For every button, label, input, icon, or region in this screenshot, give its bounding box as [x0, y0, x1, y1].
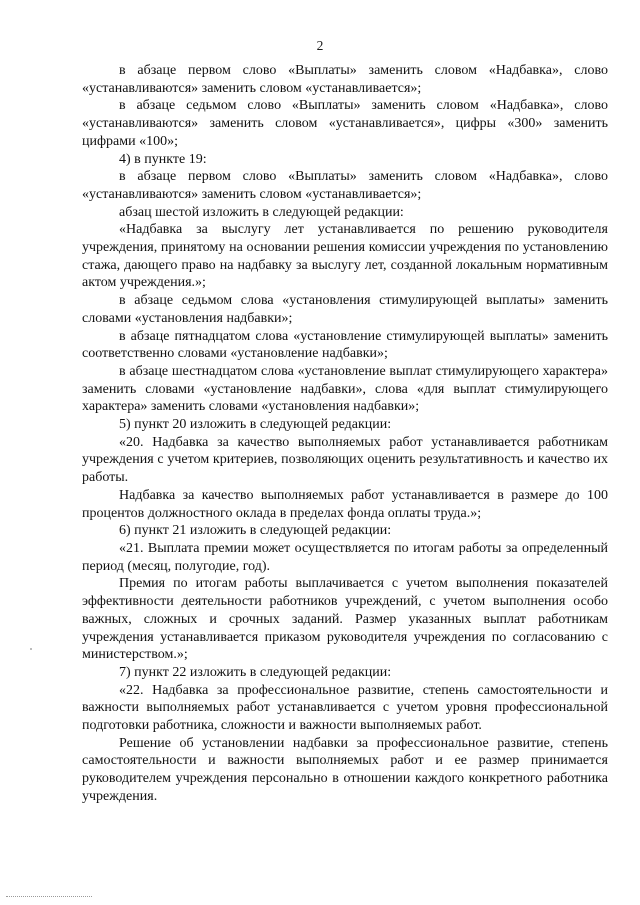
paragraph: 7) пункт 22 изложить в следующей редакции: [119, 664, 392, 680]
paragraph: «Надбавка за выслугу лет устанавливается по решению руководителя учреждения, принятому на основании решения комиссии учреждения по установлению стажа, дающего право на надбавку за выслугу лет, созданной локальным нормативным актом учреждения.»; [82, 222, 608, 291]
paragraph: Премия по итогам работы выплачивается с учетом выполнения показателей эффективности деятельности работников учреждений, с учетом выполнения особо важных, сложных и срочных заданий. Размер указанных выплат работникам учреждения устанавливается приказом руководителя учреждения по согласованию с министерством.»; [82, 576, 608, 663]
paragraph: в абзаце седьмом слова «установления стимулирующей выплаты» заменить словами «установления надбавки»; [82, 293, 608, 326]
paragraph: Надбавка за качество выполняемых работ устанавливается в размере до 100 процентов должностного оклада в пределах фонда оплаты труда.»; [82, 487, 608, 521]
paragraph: в абзаце первом слово «Выплаты» заменить словом «Надбавка», слово «устанавливаются» заменить словом «устанавливается»; [82, 63, 608, 96]
paragraph: 5) пункт 20 изложить в следующей редакции: [119, 417, 392, 433]
paragraph: 6) пункт 21 изложить в следующей редакции: [119, 523, 392, 539]
paragraph: в абзаце седьмом слово «Выплаты» заменить словом «Надбавка», слово «устанавливаются» заменить словом «устанавливается», цифры «300» заменить цифрами «100»; [82, 98, 608, 149]
paragraph: в абзаце пятнадцатом слова «установление стимулирующей выплаты» заменить соответственно словами «установление надбавки»; [82, 328, 608, 362]
paragraph: в абзаце первом слово «Выплаты» заменить словом «Надбавка», слово «устанавливаются» заменить словом «устанавливается»; [82, 169, 608, 202]
paragraph: «21. Выплата премии может осуществляется по итогам работы за определенный период (месяц, полугодие, год). [82, 540, 608, 574]
paragraph: «20. Надбавка за качество выполняемых работ устанавливается работникам учреждения с учетом критериев, позволяющих оценить результативность и качество их работы. [82, 434, 608, 486]
paragraph: «22. Надбавка за профессиональное развитие, степень самостоятельности и важности выполняемых работ устанавливается с учетом уровня профессиональной подготовки работника, сложности и важности выполняемых работ. [82, 682, 608, 734]
scan-speck [30, 648, 32, 650]
paragraph: абзац шестой изложить в следующей редакции: [119, 204, 404, 220]
page-number: 2 [316, 38, 324, 53]
paragraph: в абзаце шестнадцатом слова «установление выплат стимулирующего характера» заменить словами «установление надбавки», слова «для выплат стимулирующего характера» заменить словами «установления надбавки»; [82, 363, 608, 415]
footer-rule [6, 896, 92, 897]
document-body [82, 62, 608, 806]
paragraph: 4) в пункте 19: [119, 151, 207, 167]
paragraph: Решение об установлении надбавки за профессиональное развитие, степень самостоятельности и важности выполняемых работ и ее размер принимается руководителем учреждения персонально в отношении каждого конкретного работника учреждения. [82, 735, 608, 804]
